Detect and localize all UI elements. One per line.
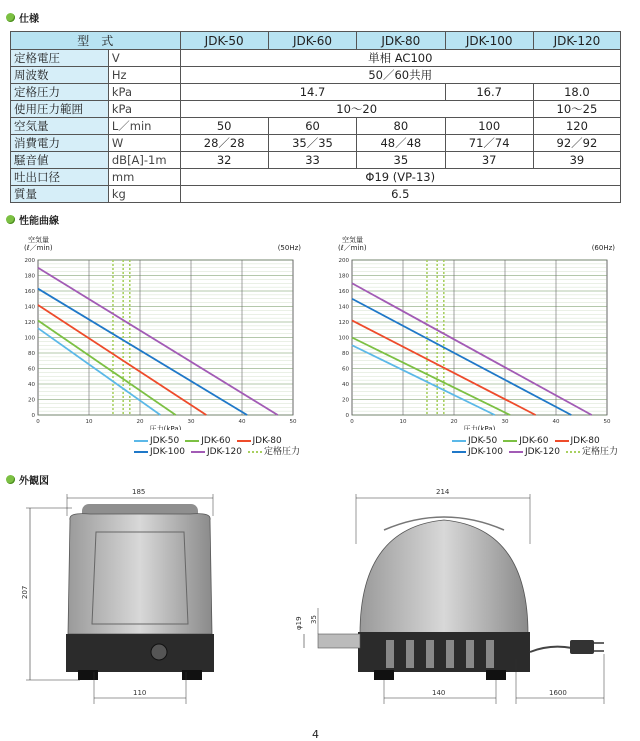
- row-label: 質量: [11, 186, 109, 203]
- y-tick-label: 20: [28, 397, 35, 404]
- dim-side-width: 214: [436, 488, 450, 496]
- x-tick-label: 50: [603, 419, 611, 425]
- legend-swatch: [191, 451, 205, 453]
- row-unit: kPa: [108, 101, 180, 118]
- spec-heading: 仕様: [19, 14, 39, 25]
- row-unit: L／min: [108, 118, 180, 135]
- chart-50hz-legend: [128, 436, 300, 458]
- dim-side-foot: 140: [432, 689, 446, 697]
- front-base: [66, 634, 214, 672]
- y-tick-label: 100: [338, 335, 349, 342]
- x-tick-label: 20: [450, 419, 458, 425]
- legend-label: JDK-100: [150, 447, 185, 457]
- table-cell: 50: [180, 118, 268, 135]
- legend-label: 定格圧力: [581, 447, 618, 457]
- legend-label: JDK-60: [519, 436, 549, 446]
- y-tick-label: 0: [345, 413, 349, 419]
- table-cell: 18.0: [533, 84, 620, 101]
- table-row: [11, 67, 621, 84]
- table-cell: 35／35: [268, 135, 356, 152]
- table-cell: 6.5: [180, 186, 620, 203]
- x-axis-label: 圧力(kPa): [149, 425, 182, 430]
- y-tick-label: 160: [338, 289, 349, 295]
- legend-label: JDK-100: [468, 447, 503, 457]
- table-row: [11, 50, 621, 67]
- y-tick-label: 80: [28, 351, 35, 357]
- y-tick-label: 180: [24, 273, 35, 280]
- legend-swatch: [134, 451, 148, 453]
- bullet-icon: [6, 475, 15, 484]
- legend-label: JDK-60: [201, 436, 231, 446]
- table-cell: 単相 AC100: [180, 50, 620, 67]
- dim-side-pipe-h: 35: [310, 615, 318, 624]
- legend-swatch: [134, 440, 148, 442]
- legend-label: JDK-50: [150, 436, 180, 446]
- bullet-icon: [6, 13, 15, 22]
- x-tick-label: 0: [350, 419, 354, 425]
- legend-label: JDK-120: [524, 447, 560, 457]
- y-tick-label: 140: [338, 304, 349, 311]
- table-row: [11, 135, 621, 152]
- side-body: [360, 520, 528, 634]
- legend-swatch: [452, 451, 466, 453]
- exterior-drawing: [0, 484, 640, 716]
- table-cell: 32: [180, 152, 268, 169]
- legend-row: [446, 447, 618, 458]
- y-tick-label: 200: [24, 258, 35, 264]
- chart-50hz: [8, 230, 308, 430]
- power-plug: [570, 640, 594, 654]
- x-tick-label: 50: [289, 419, 297, 425]
- x-axis-label: 圧力(kPa): [463, 425, 496, 430]
- row-unit: kg: [108, 186, 180, 203]
- table-cell: 50／60共用: [180, 67, 620, 84]
- row-unit: W: [108, 135, 180, 152]
- row-label: 使用圧力範囲: [11, 101, 109, 118]
- row-label: 騒音値: [11, 152, 109, 169]
- legend-label: JDK-120: [206, 447, 242, 457]
- y-tick-label: 40: [28, 382, 35, 388]
- row-unit: mm: [108, 169, 180, 186]
- y-tick-label: 0: [31, 413, 35, 419]
- table-cell: 71／74: [445, 135, 533, 152]
- table-cell: 48／48: [357, 135, 445, 152]
- side-base: [358, 632, 530, 672]
- row-unit: V: [108, 50, 180, 67]
- y-axis-label: 空気量: [28, 236, 49, 244]
- y-tick-label: 60: [28, 366, 35, 373]
- x-tick-label: 20: [136, 419, 144, 425]
- table-row: [11, 152, 621, 169]
- legend-label: JDK-80: [570, 436, 600, 446]
- table-cell: 60: [268, 118, 356, 135]
- power-cord: [530, 647, 572, 652]
- x-tick-label: 30: [501, 419, 509, 425]
- legend-swatch: [509, 451, 523, 453]
- y-tick-label: 100: [24, 335, 35, 342]
- x-tick-label: 30: [187, 419, 195, 425]
- table-cell: 92／92: [533, 135, 620, 152]
- y-tick-label: 40: [342, 382, 349, 388]
- dim-front-foot: 110: [133, 689, 147, 697]
- y-tick-label: 20: [342, 397, 349, 404]
- header-model: 型 式: [11, 32, 181, 50]
- legend-swatch: [452, 440, 466, 442]
- table-cell: 16.7: [445, 84, 533, 101]
- spec-header-row: [11, 32, 621, 50]
- dim-front-width: 185: [132, 488, 146, 496]
- table-cell: 33: [268, 152, 356, 169]
- outlet-pipe: [318, 634, 360, 648]
- table-row: [11, 118, 621, 135]
- y-tick-label: 80: [342, 351, 349, 357]
- dim-side-cord: 1600: [549, 689, 567, 697]
- frequency-label: (50Hz): [277, 244, 301, 252]
- table-row: [11, 169, 621, 186]
- header-jdk-80: JDK-80: [357, 32, 445, 50]
- legend-row: [128, 447, 300, 458]
- row-label: 周波数: [11, 67, 109, 84]
- legend-swatch: [185, 440, 199, 442]
- table-row: [11, 101, 621, 118]
- spec-table: [10, 31, 621, 203]
- row-label: 吐出口径: [11, 169, 109, 186]
- y-tick-label: 120: [24, 320, 35, 326]
- row-label: 消費電力: [11, 135, 109, 152]
- exterior-heading: 外観図: [19, 476, 49, 487]
- legend-swatch: [566, 451, 580, 453]
- table-cell: 35: [357, 152, 445, 169]
- front-view: [21, 488, 214, 704]
- table-cell: 100: [445, 118, 533, 135]
- table-cell: 28／28: [180, 135, 268, 152]
- side-view: [295, 488, 604, 704]
- x-tick-label: 0: [36, 419, 40, 425]
- legend-swatch: [237, 440, 251, 442]
- table-cell: 14.7: [180, 84, 445, 101]
- table-row: [11, 84, 621, 101]
- curves-heading: 性能曲線: [19, 216, 59, 227]
- y-tick-label: 120: [338, 320, 349, 326]
- legend-label: JDK-50: [468, 436, 498, 446]
- table-cell: 10〜25: [533, 101, 620, 118]
- header-jdk-50: JDK-50: [180, 32, 268, 50]
- y-axis-unit: (ℓ／min): [338, 244, 367, 252]
- table-cell: 39: [533, 152, 620, 169]
- legend-swatch: [248, 451, 262, 453]
- chart-60hz-legend: [446, 436, 618, 458]
- row-label: 空気量: [11, 118, 109, 135]
- y-tick-label: 180: [338, 273, 349, 280]
- row-unit: kPa: [108, 84, 180, 101]
- legend-swatch: [555, 440, 569, 442]
- table-row: [11, 186, 621, 203]
- legend-swatch: [503, 440, 517, 442]
- legend-label: 定格圧力: [263, 447, 300, 457]
- row-label: 定格圧力: [11, 84, 109, 101]
- legend-row: [128, 436, 300, 447]
- dim-front-height: 207: [21, 585, 29, 599]
- row-unit: dB[A]-1m: [108, 152, 180, 169]
- x-tick-label: 40: [238, 419, 246, 425]
- y-tick-label: 160: [24, 289, 35, 295]
- header-jdk-60: JDK-60: [268, 32, 356, 50]
- y-tick-label: 140: [24, 304, 35, 311]
- spec-section-title: [6, 10, 39, 25]
- legend-row: [446, 436, 618, 447]
- x-tick-label: 10: [85, 419, 93, 425]
- frequency-label: (60Hz): [591, 244, 615, 252]
- curves-section-title: [6, 212, 59, 227]
- legend-label: JDK-80: [252, 436, 282, 446]
- dim-side-pipe: φ19: [295, 616, 303, 630]
- row-label: 定格電圧: [11, 50, 109, 67]
- table-cell: 37: [445, 152, 533, 169]
- table-cell: 10〜20: [180, 101, 533, 118]
- x-tick-label: 40: [552, 419, 560, 425]
- chart-60hz: [322, 230, 622, 430]
- y-axis-label: 空気量: [342, 236, 363, 244]
- performance-chart-60hz: [322, 230, 622, 430]
- header-jdk-120: JDK-120: [533, 32, 620, 50]
- performance-chart-50hz: [8, 230, 308, 430]
- page-number: 4: [312, 728, 319, 741]
- y-tick-label: 60: [342, 366, 349, 373]
- row-unit: Hz: [108, 67, 180, 84]
- x-tick-label: 10: [399, 419, 407, 425]
- y-tick-label: 200: [338, 258, 349, 264]
- table-cell: 80: [357, 118, 445, 135]
- y-axis-unit: (ℓ／min): [24, 244, 53, 252]
- table-cell: Φ19 (VP-13): [180, 169, 620, 186]
- bullet-icon: [6, 215, 15, 224]
- table-cell: 120: [533, 118, 620, 135]
- header-jdk-100: JDK-100: [445, 32, 533, 50]
